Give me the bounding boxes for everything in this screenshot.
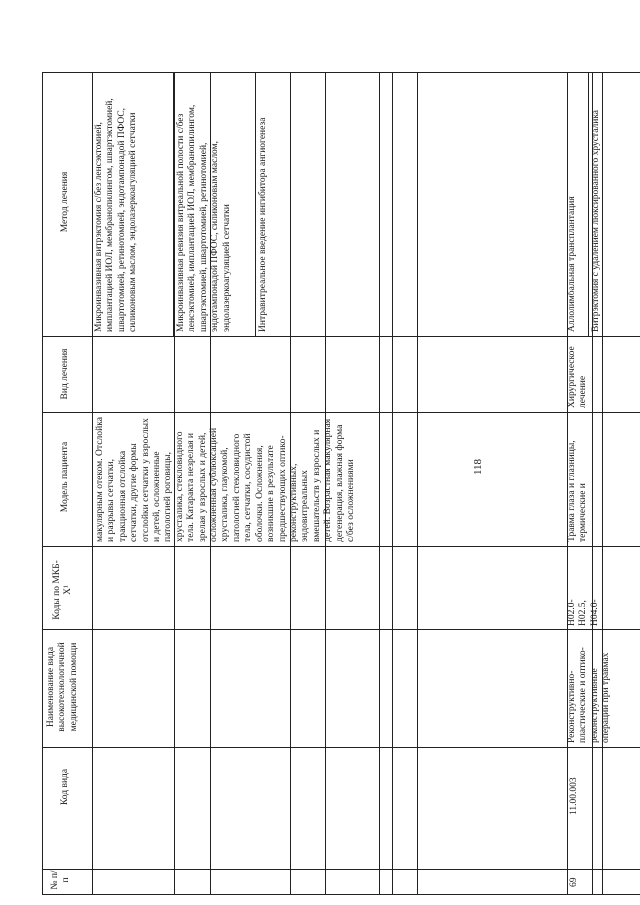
continued-method-1: Микроинвазивная витрэктомия с/без ленсэктомией, имплантацией ИОЛ, мембранопилингом, швартэктомией, швартотомией, ретинотомией, эндотампонадой ПФОС, силиконовым маслом, эндолазеркоагуляцией сетчатки (94, 98, 139, 332)
continued-method-3: Интравитреальное введение ингибитора ангиогенеза (258, 117, 268, 332)
row69-num: 69 (569, 877, 579, 887)
row69-method-1: Аллолимбальная трансплантация (567, 196, 577, 332)
continued-patient-model: макулярным отеком. Отслойка и разрывы сетчатки, тракционная отслойка сетчатки, другие формы отслойки сетчатки у взрослых и детей, осложненные патологией роговицы, хрусталика, стекловидного тела. Катаракта незрелая и зрелая у взрослых и детей, осложненная сублюксацией хрусталика, глаукомой, патологией стекловидного тела, сетчатки, сосудистой оболочки. Осложнения, возникшие в результате предшествующих оптико-реконструктивных, эндовитреальных вмешательств у взрослых и детей. Возрастная макулярная дегенерация, влажная форма с/без осложнениями (94, 417, 356, 542)
row69-icd: H02.0-H02.5, H04.0- (567, 599, 600, 626)
row69-code-type: 11.00.003 (569, 777, 579, 815)
continued-method-2: Микроинвазивная ревизия витреальной полости с/без ленсэктомией, имплантацией ИОЛ, мембранопилингом, швартэктомией, швартотомией, ретинотомией, эндотампонадой ПФОС, силиконовым маслом, эндолазеркоагуляцией сетчатки (176, 104, 232, 332)
header-icd: Коды по МКБ-Х¹ (52, 560, 74, 620)
header-num: № п/п (50, 870, 72, 890)
header-code-type: Код вида (60, 768, 70, 806)
row69-patient-model: Травма глаза и глазницы, термические и (567, 440, 589, 542)
header-name: Наименование вида высокотехнологичной медицинской помощи (46, 642, 79, 732)
row69-name: Реконструктивно-пластические и оптико-реконструктивные операции при травмах (567, 647, 612, 743)
header-method: Метод лечения (60, 171, 70, 233)
row69-method-2: Витрэктомия с удалением люксированного хрусталика (591, 109, 601, 332)
header-treatment-type: Вид лечения (60, 348, 70, 400)
page-number-text: 118 (472, 458, 484, 476)
header-patient-model: Модель пациента (60, 441, 70, 513)
row69-treatment-type: Хирургическое лечение (567, 346, 589, 408)
